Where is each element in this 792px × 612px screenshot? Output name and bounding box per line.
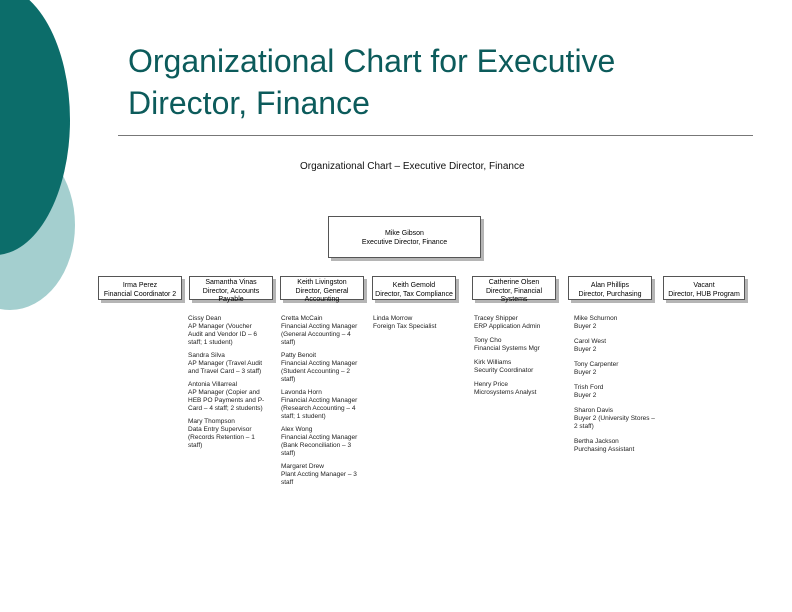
staff-name: Bertha Jackson bbox=[574, 438, 619, 445]
top-role: Executive Director, Finance bbox=[361, 238, 448, 246]
director-name: Irma Perez bbox=[122, 282, 158, 289]
slide-title-line1: Organizational Chart for Executive bbox=[128, 43, 616, 79]
staff-name: Antonia Villarreal bbox=[188, 381, 238, 388]
director-box bbox=[372, 276, 456, 300]
staff-role: Financial Systems Mgr bbox=[474, 345, 540, 352]
staff-entry bbox=[188, 315, 268, 347]
staff-name: Henry Price bbox=[474, 381, 508, 388]
slide-title-line2: Director, Finance bbox=[128, 85, 370, 121]
staff-role: Purchasing Assistant bbox=[574, 446, 635, 453]
staff-role: Buyer 2 (University Stores – 2 staff) bbox=[574, 415, 655, 430]
staff-role: ERP Application Admin bbox=[474, 323, 541, 330]
director-role: Director, HUB Program bbox=[668, 290, 740, 298]
staff-entry bbox=[188, 352, 268, 376]
staff-role: Microsystems Analyst bbox=[474, 389, 537, 396]
staff-entry bbox=[474, 315, 558, 331]
staff-role: Plant Accting Manager – 3 staff bbox=[281, 471, 357, 486]
staff-name: Sandra Silva bbox=[188, 352, 225, 359]
director-role: Director, Financial Systems bbox=[485, 287, 543, 303]
director-name: Vacant bbox=[693, 282, 715, 289]
staff-entry bbox=[574, 384, 658, 400]
staff-name: Tony Carpenter bbox=[574, 361, 619, 368]
director-role: Financial Coordinator 2 bbox=[103, 290, 177, 298]
staff-name: Tony Cho bbox=[474, 337, 502, 344]
director-name: Keith Livingston bbox=[297, 279, 347, 286]
staff-role: Buyer 2 bbox=[574, 346, 597, 353]
director-role: Director, Accounts Payable bbox=[202, 287, 260, 303]
staff-column-general-accounting bbox=[281, 315, 361, 492]
director-box bbox=[189, 276, 273, 303]
director-box bbox=[663, 276, 745, 300]
staff-role: AP Manager (Travel Audit and Travel Card – 3 staff) bbox=[188, 360, 263, 375]
staff-name: Cretta McCain bbox=[281, 315, 323, 322]
staff-entry bbox=[574, 338, 658, 354]
staff-entry bbox=[281, 463, 361, 487]
staff-entry bbox=[281, 426, 361, 458]
staff-entry bbox=[281, 315, 361, 347]
director-box bbox=[98, 276, 182, 300]
director-name: Alan Phillips bbox=[590, 282, 630, 289]
staff-role: Financial Accting Manager (Bank Reconciliation – 3 staff) bbox=[281, 434, 358, 457]
director-role: Director, Tax Compliance bbox=[375, 290, 453, 298]
staff-entry bbox=[574, 361, 658, 377]
director-name: Samantha Vinas bbox=[205, 279, 257, 286]
staff-role: Data Entry Supervisor (Records Retention – 1 staff) bbox=[188, 426, 255, 449]
chart-title: Organizational Chart – Executive Director, Finance bbox=[300, 161, 525, 172]
staff-name: Trish Ford bbox=[574, 384, 604, 391]
staff-entry bbox=[188, 381, 268, 413]
slide-title bbox=[128, 40, 615, 124]
staff-role: Financial Accting Manager (Research Accounting – 4 staff; 1 student) bbox=[281, 397, 358, 420]
staff-entry bbox=[474, 337, 558, 353]
staff-name: Linda Morrow bbox=[373, 315, 413, 322]
staff-name: Lavonda Horn bbox=[281, 389, 322, 396]
staff-column-purchasing bbox=[574, 315, 658, 459]
title-divider bbox=[118, 135, 753, 136]
top-name: Mike Gibson bbox=[385, 230, 424, 237]
staff-entry bbox=[574, 315, 658, 331]
staff-column-accounts-payable bbox=[188, 315, 268, 455]
staff-entry bbox=[281, 389, 361, 421]
staff-entry bbox=[574, 438, 658, 454]
staff-name: Cissy Dean bbox=[188, 315, 222, 322]
staff-entry bbox=[474, 381, 558, 397]
director-box bbox=[472, 276, 556, 303]
director-box bbox=[280, 276, 364, 303]
staff-name: Mike Schurnon bbox=[574, 315, 618, 322]
staff-role: AP Manager (Copier and HEB PO Payments and P-Card – 4 staff; 2 students) bbox=[188, 389, 265, 412]
staff-entry bbox=[188, 418, 268, 450]
staff-name: Kirk Williams bbox=[474, 359, 512, 366]
director-name: Catherine Olsen bbox=[488, 279, 540, 286]
staff-role: Buyer 2 bbox=[574, 323, 597, 330]
staff-role: Foreign Tax Specialist bbox=[373, 323, 437, 330]
staff-role: Buyer 2 bbox=[574, 369, 597, 376]
staff-entry bbox=[574, 407, 658, 431]
director-box bbox=[568, 276, 652, 300]
staff-column-tax-compliance bbox=[373, 315, 457, 336]
staff-name: Alex Wong bbox=[281, 426, 313, 433]
director-role: Director, Purchasing bbox=[578, 290, 642, 298]
director-role: Director, General Accounting bbox=[295, 287, 349, 303]
staff-name: Sharon Davis bbox=[574, 407, 614, 414]
staff-role: Financial Accting Manager (General Accounting – 4 staff) bbox=[281, 323, 358, 346]
staff-role: Buyer 2 bbox=[574, 392, 597, 399]
staff-column-financial-systems bbox=[474, 315, 558, 402]
staff-role: AP Manager (Voucher Audit and Vendor ID – 6 staff; 1 student) bbox=[188, 323, 258, 346]
top-box bbox=[328, 216, 481, 258]
staff-role: Security Coordinator bbox=[474, 367, 534, 374]
staff-entry bbox=[281, 352, 361, 384]
slide-decoration bbox=[0, 0, 120, 612]
director-name: Keith Gemold bbox=[392, 282, 436, 289]
staff-role: Financial Accting Manager (Student Accounting – 2 staff) bbox=[281, 360, 358, 383]
staff-name: Patty Benoit bbox=[281, 352, 317, 359]
staff-entry bbox=[373, 315, 457, 331]
staff-entry bbox=[474, 359, 558, 375]
staff-name: Mary Thompson bbox=[188, 418, 235, 425]
staff-name: Tracey Shipper bbox=[474, 315, 518, 322]
staff-name: Carol West bbox=[574, 338, 607, 345]
staff-name: Margaret Drew bbox=[281, 463, 324, 470]
